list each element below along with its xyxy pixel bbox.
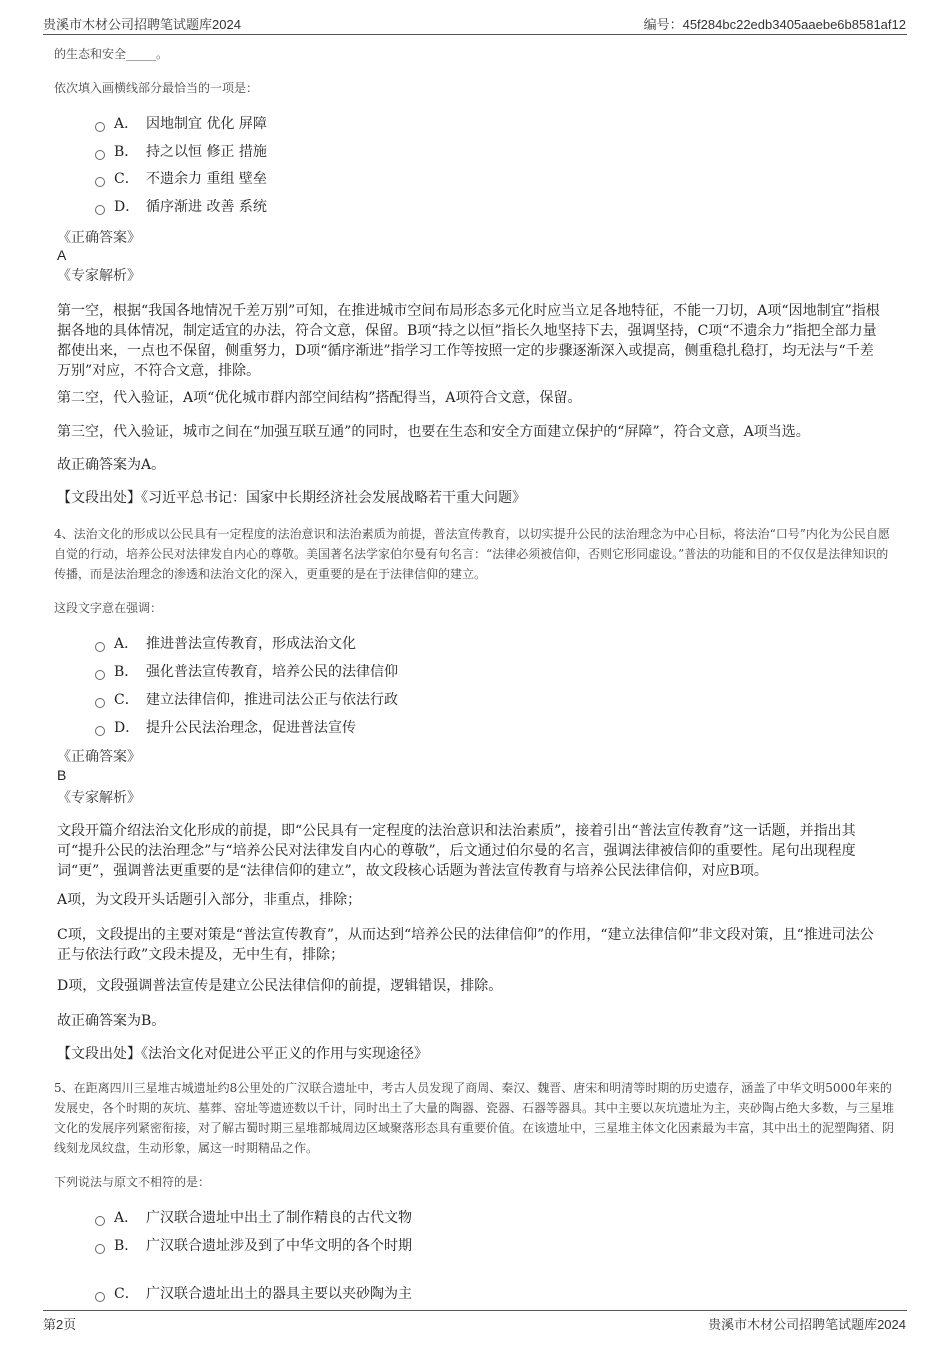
q3-answer: A bbox=[57, 247, 67, 263]
footer-title: 贵溪市木材公司招聘笔试题库2024 bbox=[708, 1317, 906, 1332]
q4-analysis-4: D项，文段强调普法宣传是建立公民法律信仰的前提，逻辑错误，排除。 bbox=[57, 978, 503, 994]
q4-source: 【文段出处】《法治文化对促进公平正义的作用与实现途径》 bbox=[57, 1046, 428, 1062]
q4-analysis-1: 文段开篇介绍法治文化形成的前提，即“公民具有一定程度的法治意识和法治素质”，接着引出“普法宣传教育”这一话题，并指出其可“提升公民的法治理念”与“培养公民对法律发自内心的尊敬”，后文通过伯尔曼的名言，强调法律被信仰的重要性。尾句出现程度词“更”，强调普法更重要的是“法律信仰的建立”，故文段核心话题为普法宣传教育与培养公民法律信仰，对应B项。 bbox=[57, 823, 856, 879]
q3-source: 【文段出处】《习近平总书记：国家中长期经济社会发展战略若干重大问题》 bbox=[57, 490, 526, 506]
q3-option-b[interactable]: B． 持之以恒 修正 措施 bbox=[95, 142, 267, 162]
q5-stem: 5、在距离四川三星堆古城遗址约8公里处的广汉联合遗址中，考古人员发现了商周、秦汉、魏晋、唐宋和明清等时期的历史遗存，涵盖了中华文明5000年来的发展史，各个时期的灰坑、墓葬、窑址等遗迹数以千计，同时出土了大量的陶器、瓷器、石器等器具。其中主要以灰坑遗址为主，夹砂陶占绝大多数，与三星堆文化的发展序列紧密衔接，对了解古蜀时期三星堆都城周边区域聚落形态具有重要价值。在该遗址中，三星堆主体文化因素最为丰富，其中出土的泥塑陶猪、阴线刻龙凤纹盘，生动形象，属这一时期精品之作。 bbox=[54, 1081, 895, 1155]
q4-option-d[interactable]: D． 提升公民法治理念，促进普法宣传 bbox=[95, 718, 356, 738]
footer-divider bbox=[43, 1310, 907, 1311]
q4-option-b[interactable]: B． 强化普法宣传教育，培养公民的法律信仰 bbox=[95, 662, 398, 682]
q4-analysis-2: A项，为文段开头话题引入部分，非重点，排除； bbox=[57, 892, 362, 908]
q3-analysis-label: 《专家解析》 bbox=[57, 268, 141, 284]
radio-icon[interactable] bbox=[95, 1216, 105, 1226]
radio-icon[interactable] bbox=[95, 698, 105, 708]
q3-analysis-3: 第三空，代入验证，城市之间在“加强互联互通”的同时，也要在生态和安全方面建立保护的“屏障”，符合文意，A项当选。 bbox=[57, 424, 810, 440]
q5-option-b[interactable]: B． 广汉联合遗址涉及到了中华文明的各个时期 bbox=[95, 1236, 412, 1256]
radio-icon[interactable] bbox=[95, 122, 105, 132]
q3-analysis-4: 故正确答案为A。 bbox=[57, 457, 166, 473]
q3-prompt: 依次填入画横线部分最恰当的一项是： bbox=[54, 81, 259, 95]
q4-stem: 4、法治文化的形成以公民具有一定程度的法治意识和法治素质为前提，普法宣传教育，以切实提升公民的法治理念为中心目标，将法治“口号”内化为公民自愿自觉的行动，培养公民对法律发自内心的尊敬。美国著名法学家伯尔曼有句名言：“法律必须被信仰，否则它形同虚设。”普法的功能和目的不仅仅是法律知识的传播，而是法治理念的渗透和法治文化的深入，更重要的是在于法律信仰的建立。 bbox=[54, 527, 890, 581]
q4-prompt: 这段文字意在强调： bbox=[54, 601, 163, 615]
document-code: 编号：45f284bc22edb3405aaebe6b8581af12 bbox=[643, 17, 906, 32]
q5-prompt: 下列说法与原文不相符的是： bbox=[54, 1175, 211, 1189]
q3-answer-label: 《正确答案》 bbox=[57, 230, 141, 246]
q4-option-c[interactable]: C． 建立法律信仰，推进司法公正与依法行政 bbox=[95, 690, 398, 710]
q3-option-c[interactable]: C． 不遗余力 重组 壁垒 bbox=[95, 169, 267, 189]
q3-option-d[interactable]: D． 循序渐进 改善 系统 bbox=[95, 197, 267, 217]
q4-option-a[interactable]: A． 推进普法宣传教育，形成法治文化 bbox=[95, 634, 356, 654]
q3-option-a[interactable]: A． 因地制宜 优化 屏障 bbox=[95, 114, 267, 134]
radio-icon[interactable] bbox=[95, 177, 105, 187]
q4-answer-label: 《正确答案》 bbox=[57, 749, 141, 765]
radio-icon[interactable] bbox=[95, 642, 105, 652]
header-title: 贵溪市木材公司招聘笔试题库2024 bbox=[43, 17, 241, 32]
page-footer bbox=[0, 1306, 950, 1345]
q3-stem-tail: 的生态和安全_____。 bbox=[54, 47, 169, 61]
radio-icon[interactable] bbox=[95, 1244, 105, 1254]
page-number: 第2页 bbox=[43, 1317, 77, 1332]
q3-analysis-2: 第二空，代入验证，A项“优化城市群内部空间结构”搭配得当，A项符合文意，保留。 bbox=[57, 390, 582, 406]
radio-icon[interactable] bbox=[95, 670, 105, 680]
radio-icon[interactable] bbox=[95, 1292, 105, 1302]
radio-icon[interactable] bbox=[95, 205, 105, 215]
q4-analysis-3: C项，文段提出的主要对策是“普法宣传教育”，从而达到“培养公民的法律信仰”的作用，“建立法律信仰”非文段对策，且“推进司法公正与依法行政”文段未提及，无中生有，排除； bbox=[57, 927, 874, 963]
q4-analysis-label: 《专家解析》 bbox=[57, 790, 141, 806]
radio-icon[interactable] bbox=[95, 150, 105, 160]
q5-option-c[interactable]: C． 广汉联合遗址出土的器具主要以夹砂陶为主 bbox=[95, 1284, 412, 1304]
q3-analysis-1: 第一空，根据“我国各地情况千差万别”可知，在推进城市空间布局形态多元化时应当立足各地特征，不能一刀切，A项“因地制宜”指根据各地的具体情况，制定适宜的办法，符合文意，保留。B项“持之以恒”指长久地坚持下去，强调坚持，C项“不遗余力”指把全部力量都使出来，一点也不保留，侧重努力，D项“循序渐进”指学习工作等按照一定的步骤逐渐深入或提高，侧重稳扎稳打，均无法与“千差万别”对应，不符合文意，排除。 bbox=[57, 303, 880, 379]
q5-option-a[interactable]: A． 广汉联合遗址中出土了制作精良的古代文物 bbox=[95, 1208, 412, 1228]
q4-answer: B bbox=[57, 767, 67, 783]
radio-icon[interactable] bbox=[95, 726, 105, 736]
q4-analysis-5: 故正确答案为B。 bbox=[57, 1013, 166, 1029]
